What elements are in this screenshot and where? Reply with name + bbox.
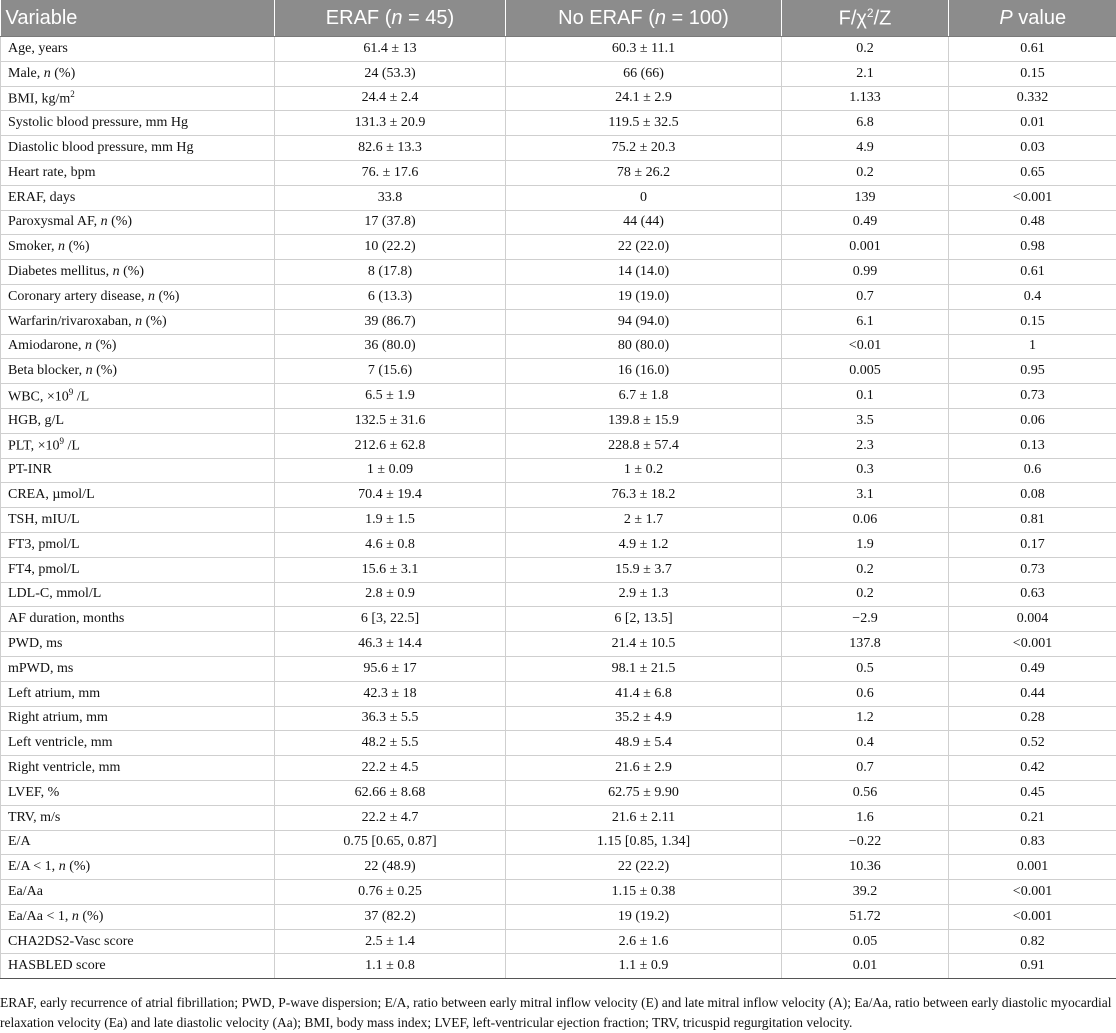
cell-variable: CREA, µmol/L — [1, 483, 275, 508]
cell-eraf: 10 (22.2) — [275, 235, 506, 260]
header-no-eraf: No ERAF (n = 100) — [506, 0, 782, 37]
cell-eraf: 6 [3, 22.5] — [275, 607, 506, 632]
cell-p-value: 0.73 — [949, 557, 1116, 582]
cell-p-value: 0.98 — [949, 235, 1116, 260]
cell-statistic: −0.22 — [782, 830, 949, 855]
cell-no-eraf: 60.3 ± 11.1 — [506, 37, 782, 62]
table-row — [1, 780, 1116, 805]
cell-no-eraf: 94 (94.0) — [506, 309, 782, 334]
cell-no-eraf: 2.6 ± 1.6 — [506, 929, 782, 954]
header-variable: Variable — [1, 0, 275, 37]
cell-variable: Left atrium, mm — [1, 681, 275, 706]
cell-statistic: 137.8 — [782, 632, 949, 657]
cell-p-value: 1 — [949, 334, 1116, 359]
cell-eraf: 33.8 — [275, 185, 506, 210]
cell-p-value: 0.91 — [949, 954, 1116, 979]
cell-no-eraf: 1.15 ± 0.38 — [506, 880, 782, 905]
cell-no-eraf: 48.9 ± 5.4 — [506, 731, 782, 756]
cell-variable: Ea/Aa < 1, n (%) — [1, 904, 275, 929]
cell-p-value: 0.15 — [949, 61, 1116, 86]
cell-statistic: 10.36 — [782, 855, 949, 880]
cell-no-eraf: 78 ± 26.2 — [506, 160, 782, 185]
cell-p-value: 0.004 — [949, 607, 1116, 632]
cell-no-eraf: 98.1 ± 21.5 — [506, 656, 782, 681]
cell-p-value: 0.49 — [949, 656, 1116, 681]
table-row — [1, 458, 1116, 483]
cell-statistic: 51.72 — [782, 904, 949, 929]
header-p-value: P value — [949, 0, 1116, 37]
cell-no-eraf: 35.2 ± 4.9 — [506, 706, 782, 731]
cell-no-eraf: 14 (14.0) — [506, 260, 782, 285]
cell-eraf: 212.6 ± 62.8 — [275, 433, 506, 458]
table-row — [1, 855, 1116, 880]
cell-eraf: 15.6 ± 3.1 — [275, 557, 506, 582]
cell-no-eraf: 228.8 ± 57.4 — [506, 433, 782, 458]
cell-statistic: 3.1 — [782, 483, 949, 508]
table-row — [1, 904, 1116, 929]
table-row — [1, 260, 1116, 285]
table-row — [1, 681, 1116, 706]
cell-no-eraf: 1.15 [0.85, 1.34] — [506, 830, 782, 855]
cell-no-eraf: 1.1 ± 0.9 — [506, 954, 782, 979]
cell-variable: ERAF, days — [1, 185, 275, 210]
cell-no-eraf: 76.3 ± 18.2 — [506, 483, 782, 508]
cell-statistic: <0.01 — [782, 334, 949, 359]
table-body — [1, 37, 1116, 979]
cell-statistic: 0.99 — [782, 260, 949, 285]
cell-p-value: 0.6 — [949, 458, 1116, 483]
cell-eraf: 131.3 ± 20.9 — [275, 111, 506, 136]
cell-variable: WBC, $\times 10^9$ /L — [1, 384, 275, 409]
cell-statistic: 0.6 — [782, 681, 949, 706]
cell-variable: TSH, mIU/L — [1, 508, 275, 533]
cell-p-value: 0.83 — [949, 830, 1116, 855]
table-row — [1, 111, 1116, 136]
cell-eraf: 62.66 ± 8.68 — [275, 780, 506, 805]
cell-variable: E/A < 1, n (%) — [1, 855, 275, 880]
table-row — [1, 582, 1116, 607]
cell-eraf: 1.1 ± 0.8 — [275, 954, 506, 979]
cell-variable: Paroxysmal AF, n (%) — [1, 210, 275, 235]
table-row — [1, 557, 1116, 582]
cell-p-value: 0.08 — [949, 483, 1116, 508]
table-row — [1, 235, 1116, 260]
cell-eraf: 17 (37.8) — [275, 210, 506, 235]
cell-p-value: 0.65 — [949, 160, 1116, 185]
cell-eraf: 2.5 ± 1.4 — [275, 929, 506, 954]
header-eraf: ERAF (n = 45) — [275, 0, 506, 37]
cell-p-value: 0.06 — [949, 408, 1116, 433]
cell-statistic: 0.7 — [782, 284, 949, 309]
table-row — [1, 830, 1116, 855]
cell-variable: FT3, pmol/L — [1, 532, 275, 557]
table-row — [1, 334, 1116, 359]
table-row — [1, 210, 1116, 235]
cell-statistic: 139 — [782, 185, 949, 210]
cell-no-eraf: 0 — [506, 185, 782, 210]
cell-statistic: 1.6 — [782, 805, 949, 830]
cell-p-value: <0.001 — [949, 632, 1116, 657]
cell-statistic: 39.2 — [782, 880, 949, 905]
cell-no-eraf: 2 ± 1.7 — [506, 508, 782, 533]
cell-p-value: 0.81 — [949, 508, 1116, 533]
cell-eraf: 82.6 ± 13.3 — [275, 136, 506, 161]
cell-statistic: 2.3 — [782, 433, 949, 458]
cell-variable: Right ventricle, mm — [1, 756, 275, 781]
cell-eraf: 0.76 ± 0.25 — [275, 880, 506, 905]
cell-p-value: 0.61 — [949, 260, 1116, 285]
cell-statistic: 1.133 — [782, 86, 949, 111]
cell-statistic: 0.01 — [782, 954, 949, 979]
cell-no-eraf: 2.9 ± 1.3 — [506, 582, 782, 607]
table-row — [1, 384, 1116, 409]
cell-variable: Diabetes mellitus, n (%) — [1, 260, 275, 285]
cell-variable: Systolic blood pressure, mm Hg — [1, 111, 275, 136]
cell-eraf: 22 (48.9) — [275, 855, 506, 880]
cell-statistic: 1.2 — [782, 706, 949, 731]
cell-p-value: 0.42 — [949, 756, 1116, 781]
cell-p-value: 0.63 — [949, 582, 1116, 607]
cell-statistic: 0.4 — [782, 731, 949, 756]
table-row — [1, 86, 1116, 111]
cell-no-eraf: 22 (22.0) — [506, 235, 782, 260]
cell-p-value: <0.001 — [949, 880, 1116, 905]
cell-statistic: 0.49 — [782, 210, 949, 235]
cell-variable: Coronary artery disease, n (%) — [1, 284, 275, 309]
cell-eraf: 48.2 ± 5.5 — [275, 731, 506, 756]
cell-no-eraf: 21.6 ± 2.9 — [506, 756, 782, 781]
cell-p-value: 0.15 — [949, 309, 1116, 334]
cell-variable: Warfarin/rivaroxaban, n (%) — [1, 309, 275, 334]
cell-no-eraf: 1 ± 0.2 — [506, 458, 782, 483]
cell-variable: Ea/Aa — [1, 880, 275, 905]
cell-statistic: 0.2 — [782, 582, 949, 607]
table-row — [1, 433, 1116, 458]
cell-p-value: 0.82 — [949, 929, 1116, 954]
cell-p-value: 0.95 — [949, 359, 1116, 384]
cell-p-value: 0.03 — [949, 136, 1116, 161]
cell-statistic: 3.5 — [782, 408, 949, 433]
cell-p-value: 0.48 — [949, 210, 1116, 235]
table-row — [1, 508, 1116, 533]
cell-variable: LDL-C, mmol/L — [1, 582, 275, 607]
cell-variable: AF duration, months — [1, 607, 275, 632]
cell-eraf: 36.3 ± 5.5 — [275, 706, 506, 731]
cell-eraf: 46.3 ± 14.4 — [275, 632, 506, 657]
cell-p-value: 0.73 — [949, 384, 1116, 409]
cell-eraf: 4.6 ± 0.8 — [275, 532, 506, 557]
cell-no-eraf: 80 (80.0) — [506, 334, 782, 359]
cell-eraf: 70.4 ± 19.4 — [275, 483, 506, 508]
table-row — [1, 756, 1116, 781]
cell-eraf: 37 (82.2) — [275, 904, 506, 929]
table-row — [1, 929, 1116, 954]
table-row — [1, 805, 1116, 830]
cell-statistic: 0.56 — [782, 780, 949, 805]
cell-eraf: 22.2 ± 4.5 — [275, 756, 506, 781]
table-header-row — [1, 0, 1116, 37]
table-footnote: ERAF, early recurrence of atrial fibrillation; PWD, P-wave dispersion; E/A, ratio between early mitral inflow velocity (E) and late mitral inflow velocity (A); Ea/Aa, ratio between early diastolic myocardial relaxation velocity (Ea) and late diastolic velocity (Aa); BMI, body mass index; LVEF, left-ventricular ejection fraction; TRV, tricuspid regurgitation velocity. — [0, 993, 1112, 1033]
cell-eraf: 1 ± 0.09 — [275, 458, 506, 483]
cell-eraf: 39 (86.7) — [275, 309, 506, 334]
cell-variable: Right atrium, mm — [1, 706, 275, 731]
cell-statistic: 0.7 — [782, 756, 949, 781]
cell-statistic: 0.1 — [782, 384, 949, 409]
table-row — [1, 61, 1116, 86]
table-row — [1, 954, 1116, 979]
table-row — [1, 607, 1116, 632]
table-row — [1, 136, 1116, 161]
cell-statistic: 0.005 — [782, 359, 949, 384]
cell-p-value: <0.001 — [949, 185, 1116, 210]
cell-statistic: 0.06 — [782, 508, 949, 533]
cell-variable: FT4, pmol/L — [1, 557, 275, 582]
cell-statistic: 0.3 — [782, 458, 949, 483]
cell-no-eraf: 62.75 ± 9.90 — [506, 780, 782, 805]
cell-eraf: 2.8 ± 0.9 — [275, 582, 506, 607]
table-row — [1, 309, 1116, 334]
cell-variable: Diastolic blood pressure, mm Hg — [1, 136, 275, 161]
cell-p-value: 0.52 — [949, 731, 1116, 756]
cell-no-eraf: 44 (44) — [506, 210, 782, 235]
cell-no-eraf: 19 (19.0) — [506, 284, 782, 309]
cell-variable: Left ventricle, mm — [1, 731, 275, 756]
cell-variable: Amiodarone, n (%) — [1, 334, 275, 359]
cell-variable: PWD, ms — [1, 632, 275, 657]
cell-variable: HASBLED score — [1, 954, 275, 979]
cell-p-value: 0.21 — [949, 805, 1116, 830]
cell-variable: Male, n (%) — [1, 61, 275, 86]
table-row — [1, 284, 1116, 309]
cell-variable: LVEF, % — [1, 780, 275, 805]
cell-variable: Age, years — [1, 37, 275, 62]
cell-eraf: 76. ± 17.6 — [275, 160, 506, 185]
cell-eraf: 61.4 ± 13 — [275, 37, 506, 62]
table-row — [1, 160, 1116, 185]
table-row — [1, 483, 1116, 508]
cell-p-value: 0.332 — [949, 86, 1116, 111]
cell-variable: HGB, g/L — [1, 408, 275, 433]
cell-statistic: 6.1 — [782, 309, 949, 334]
cell-no-eraf: 16 (16.0) — [506, 359, 782, 384]
cell-p-value: 0.45 — [949, 780, 1116, 805]
cell-no-eraf: 19 (19.2) — [506, 904, 782, 929]
cell-eraf: 6 (13.3) — [275, 284, 506, 309]
cell-eraf: 22.2 ± 4.7 — [275, 805, 506, 830]
cell-p-value: 0.4 — [949, 284, 1116, 309]
cell-p-value: <0.001 — [949, 904, 1116, 929]
cell-statistic: 4.9 — [782, 136, 949, 161]
cell-statistic: 0.2 — [782, 557, 949, 582]
cell-eraf: 1.9 ± 1.5 — [275, 508, 506, 533]
cell-no-eraf: 21.4 ± 10.5 — [506, 632, 782, 657]
cell-no-eraf: 24.1 ± 2.9 — [506, 86, 782, 111]
cell-no-eraf: 6 [2, 13.5] — [506, 607, 782, 632]
cell-variable: mPWD, ms — [1, 656, 275, 681]
cell-variable: E/A — [1, 830, 275, 855]
cell-statistic: 0.001 — [782, 235, 949, 260]
header-statistic: $F/\chi^2/Z$ — [782, 0, 949, 37]
cell-p-value: 0.01 — [949, 111, 1116, 136]
table-row — [1, 408, 1116, 433]
table-row — [1, 359, 1116, 384]
cell-no-eraf: 6.7 ± 1.8 — [506, 384, 782, 409]
cell-eraf: 132.5 ± 31.6 — [275, 408, 506, 433]
cell-variable: TRV, m/s — [1, 805, 275, 830]
cell-eraf: 24 (53.3) — [275, 61, 506, 86]
cell-statistic: −2.9 — [782, 607, 949, 632]
cell-eraf: 42.3 ± 18 — [275, 681, 506, 706]
cell-variable: Smoker, n (%) — [1, 235, 275, 260]
cell-eraf: 8 (17.8) — [275, 260, 506, 285]
table-row — [1, 37, 1116, 62]
cell-no-eraf: 22 (22.2) — [506, 855, 782, 880]
cell-variable: BMI, $kg/m^2$ — [1, 86, 275, 111]
cell-statistic: 0.05 — [782, 929, 949, 954]
cell-p-value: 0.28 — [949, 706, 1116, 731]
cell-p-value: 0.17 — [949, 532, 1116, 557]
cell-variable: Beta blocker, n (%) — [1, 359, 275, 384]
table-row — [1, 656, 1116, 681]
cell-eraf: 0.75 [0.65, 0.87] — [275, 830, 506, 855]
table-row — [1, 632, 1116, 657]
cell-no-eraf: 75.2 ± 20.3 — [506, 136, 782, 161]
table-row — [1, 731, 1116, 756]
cell-statistic: 0.5 — [782, 656, 949, 681]
table-row — [1, 706, 1116, 731]
cell-p-value: 0.13 — [949, 433, 1116, 458]
cell-no-eraf: 139.8 ± 15.9 — [506, 408, 782, 433]
cell-no-eraf: 15.9 ± 3.7 — [506, 557, 782, 582]
cell-no-eraf: 21.6 ± 2.11 — [506, 805, 782, 830]
table-row — [1, 532, 1116, 557]
cell-no-eraf: 119.5 ± 32.5 — [506, 111, 782, 136]
table-row — [1, 185, 1116, 210]
cell-p-value: 0.44 — [949, 681, 1116, 706]
cell-statistic: 6.8 — [782, 111, 949, 136]
cell-eraf: 7 (15.6) — [275, 359, 506, 384]
cell-p-value: 0.001 — [949, 855, 1116, 880]
cell-statistic: 0.2 — [782, 160, 949, 185]
cell-eraf: 36 (80.0) — [275, 334, 506, 359]
cell-statistic: 1.9 — [782, 532, 949, 557]
cell-eraf: 6.5 ± 1.9 — [275, 384, 506, 409]
table-row — [1, 880, 1116, 905]
cell-variable: CHA2DS2-Vasc score — [1, 929, 275, 954]
cell-no-eraf: 4.9 ± 1.2 — [506, 532, 782, 557]
cell-eraf: 24.4 ± 2.4 — [275, 86, 506, 111]
cell-variable: PT-INR — [1, 458, 275, 483]
cell-no-eraf: 41.4 ± 6.8 — [506, 681, 782, 706]
cell-statistic: 2.1 — [782, 61, 949, 86]
cell-statistic: 0.2 — [782, 37, 949, 62]
cell-variable: Heart rate, bpm — [1, 160, 275, 185]
cell-eraf: 95.6 ± 17 — [275, 656, 506, 681]
cell-variable: PLT, $\times 10^9$ /L — [1, 433, 275, 458]
cell-p-value: 0.61 — [949, 37, 1116, 62]
cell-no-eraf: 66 (66) — [506, 61, 782, 86]
